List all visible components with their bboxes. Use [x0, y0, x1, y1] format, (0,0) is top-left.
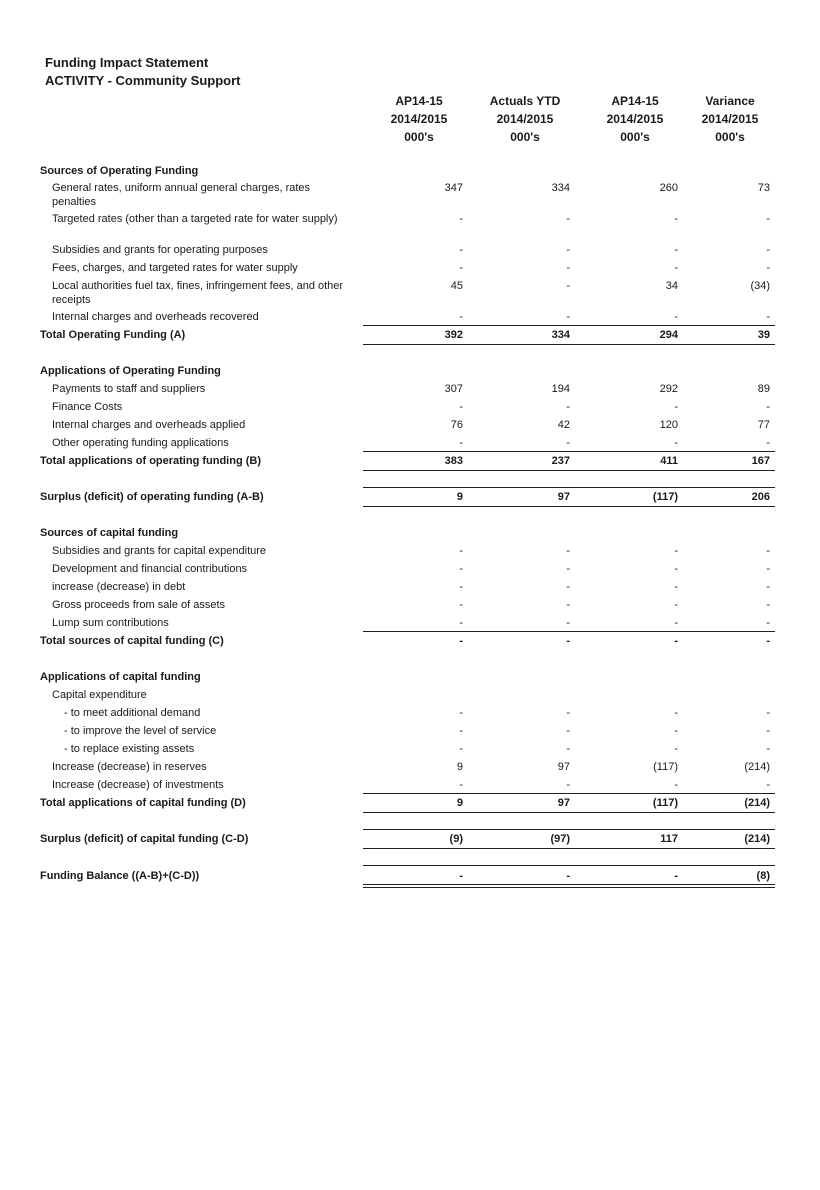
section-heading: Sources of Operating Funding [40, 165, 199, 177]
divider [363, 451, 775, 452]
column-header-variance: Variance 2014/2015 000's [701, 94, 759, 144]
section-heading: Sources of capital funding [40, 527, 179, 539]
table-row: General rates, uniform annual general charges, rates penalties 347 334 260 73 [52, 182, 770, 208]
table-row: Internal charges and overheads applied 76 42 120 77 [52, 419, 770, 431]
section-heading: Applications of Operating Funding [40, 365, 221, 377]
table-row: - to meet additional demand - - - - [64, 707, 770, 719]
table-row: Increase (decrease) in reserves 9 97 (117) (214) [52, 761, 770, 773]
total-row: Total Operating Funding (A) 392 334 294 39 [40, 329, 770, 341]
divider [363, 344, 775, 345]
table-row: - to replace existing assets - - - - [64, 743, 770, 755]
table-row: - to improve the level of service - - - - [64, 725, 770, 737]
column-header-actuals-ytd: Actuals YTD 2014/2015 000's [489, 94, 561, 144]
table-row: Subsidies and grants for operating purposes - - - - [52, 244, 770, 256]
total-row: Surplus (deficit) of capital funding (C-D) (9) (97) 117 (214) [40, 833, 770, 845]
total-row: Total sources of capital funding (C) - - - - [40, 635, 770, 647]
divider [363, 470, 775, 471]
divider [363, 812, 775, 813]
divider [363, 829, 775, 830]
table-row: increase (decrease) in debt - - - - [52, 581, 770, 593]
divider [363, 631, 775, 632]
page-title: Funding Impact Statement [45, 55, 209, 70]
table-row: Finance Costs - - - - [52, 401, 770, 413]
table-row: Gross proceeds from sale of assets - - - - [52, 599, 770, 611]
table-row: Payments to staff and suppliers 307 194 292 89 [52, 383, 770, 395]
table-row: Local authorities fuel tax, fines, infringement fees, and other receipts 45 - 34 (34) [52, 280, 770, 306]
table-row: Subsidies and grants for capital expenditure - - - - [52, 545, 770, 557]
table-row: Internal charges and overheads recovered - - - - [52, 311, 770, 323]
total-row: Total applications of operating funding (B) 383 237 411 167 [40, 455, 770, 467]
column-header-ap1415-b: AP14-15 2014/2015 000's [606, 94, 664, 144]
divider [363, 793, 775, 794]
divider [363, 865, 775, 866]
total-row: Total applications of capital funding (D) 9 97 (117) (214) [40, 797, 770, 809]
table-row: Other operating funding applications - - - - [52, 437, 770, 449]
divider [363, 506, 775, 507]
table-row: Lump sum contributions - - - - [52, 617, 770, 629]
double-underline [363, 884, 775, 888]
total-row: Surplus (deficit) of operating funding (A-B) 9 97 (117) 206 [40, 491, 770, 503]
table-row: Capital expenditure [52, 689, 147, 701]
total-row: Funding Balance ((A-B)+(C-D)) - - - (8) [40, 870, 770, 882]
divider [363, 848, 775, 849]
table-row: Development and financial contributions - - - - [52, 563, 770, 575]
divider [363, 487, 775, 488]
column-header-ap1415: AP14-15 2014/2015 000's [390, 94, 448, 144]
activity-subtitle: ACTIVITY - Community Support [45, 73, 241, 88]
table-row: Increase (decrease) of investments - - - - [52, 779, 770, 791]
section-heading: Applications of capital funding [40, 671, 201, 683]
table-row: Fees, charges, and targeted rates for water supply - - - - [52, 262, 770, 274]
table-row: Targeted rates (other than a targeted rate for water supply) - - - - [52, 213, 770, 225]
divider [363, 325, 775, 326]
